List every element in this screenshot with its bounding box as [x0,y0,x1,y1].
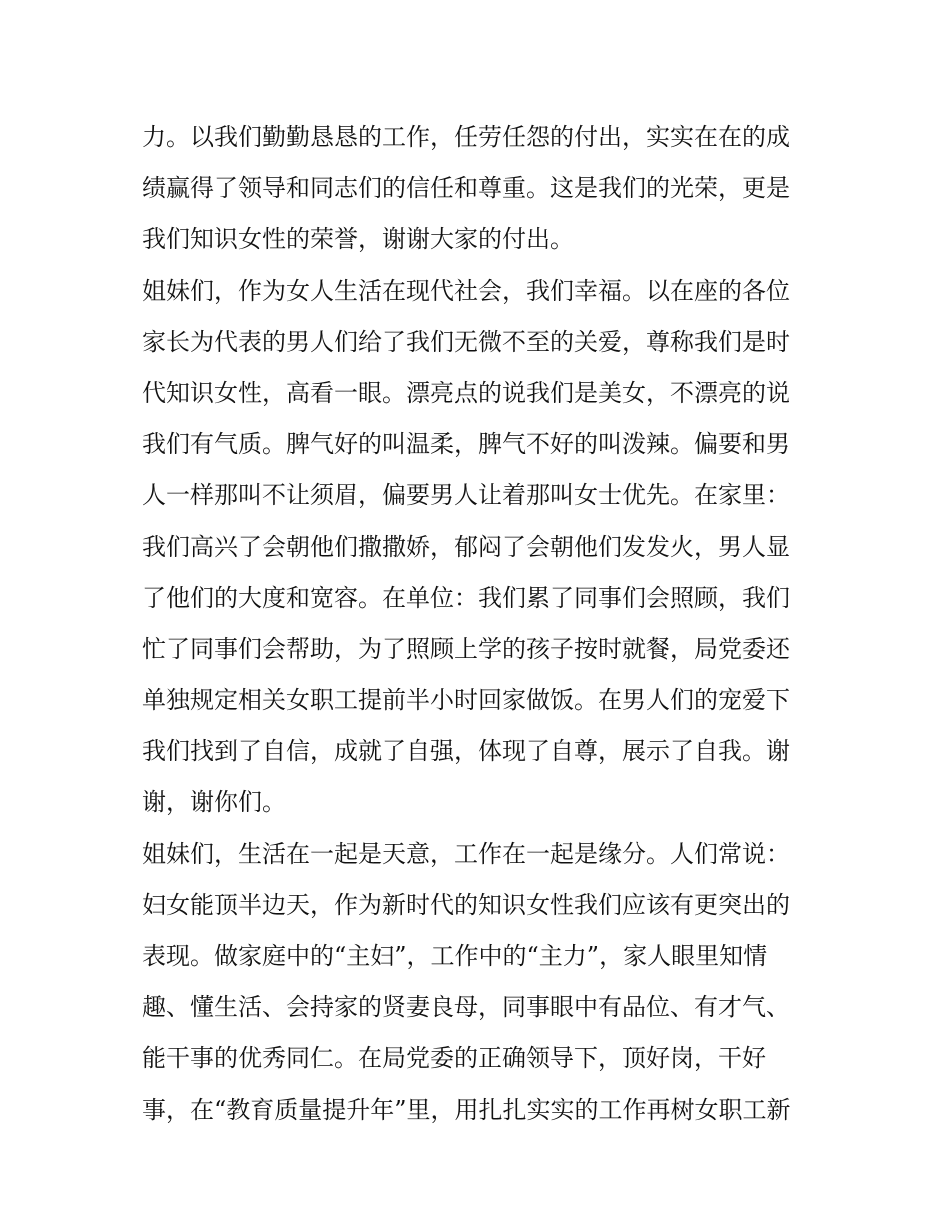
text-line: 趣、懂生活、会持家的贤妻良母，同事眼中有品位、有才气、 [142,993,790,1022]
text-line: 力。以我们勤勤恳恳的工作，任劳任怨的付出，实实在在的成 [142,123,790,151]
text-line: 忙了同事们会帮助，为了照顾上学的孩子按时就餐，局党委还 [142,634,790,663]
text-line: 了他们的大度和宽容。在单位：我们累了同事们会照顾，我们 [142,583,790,612]
text-line: 能干事的优秀同仁。在局党委的正确领导下，顶好岗，干好 [142,1044,766,1073]
document-body [142,112,817,1136]
text-line: 妇女能顶半边天，作为新时代的知识女性我们应该有更突出的 [142,890,790,919]
text-line: 单独规定相关女职工提前半小时回家做饭。在男人们的宠爱下 [142,686,790,715]
text-line: 代知识女性，高看一眼。漂亮点的说我们是美女，不漂亮的说 [142,378,790,407]
text-line: 我们有气质。脾气好的叫温柔，脾气不好的叫泼辣。偏要和男 [142,430,790,459]
text-line: 我们知识女性的荣誉，谢谢大家的付出。 [142,225,574,254]
text-line: 我们高兴了会朝他们撒撒娇，郁闷了会朝他们发发火，男人显 [142,532,790,561]
text-line: 事，在“教育质量提升年”里，用扎扎实实的工作再树女职工新 [142,1095,791,1124]
text-line: 表现。做家庭中的“主妇”，工作中的“主力”，家人眼里知情 [142,942,768,970]
text-line: 姐妹们，作为女人生活在现代社会，我们幸福。以在座的各位 [142,276,790,305]
text-line: 我们找到了自信，成就了自强，体现了自尊，展示了自我。谢 [142,737,790,766]
text-line: 家长为代表的男人们给了我们无微不至的关爱，尊称我们是时 [142,327,790,356]
text-line: 绩赢得了领导和同志们的信任和尊重。这是我们的光荣，更是 [142,174,790,203]
text-line: 谢，谢你们。 [142,788,286,817]
text-line: 人一样那叫不让须眉，偏要男人让着那叫女士优先。在家里： [142,481,790,510]
text-line: 姐妹们，生活在一起是天意，工作在一起是缘分。人们常说： [142,839,790,868]
